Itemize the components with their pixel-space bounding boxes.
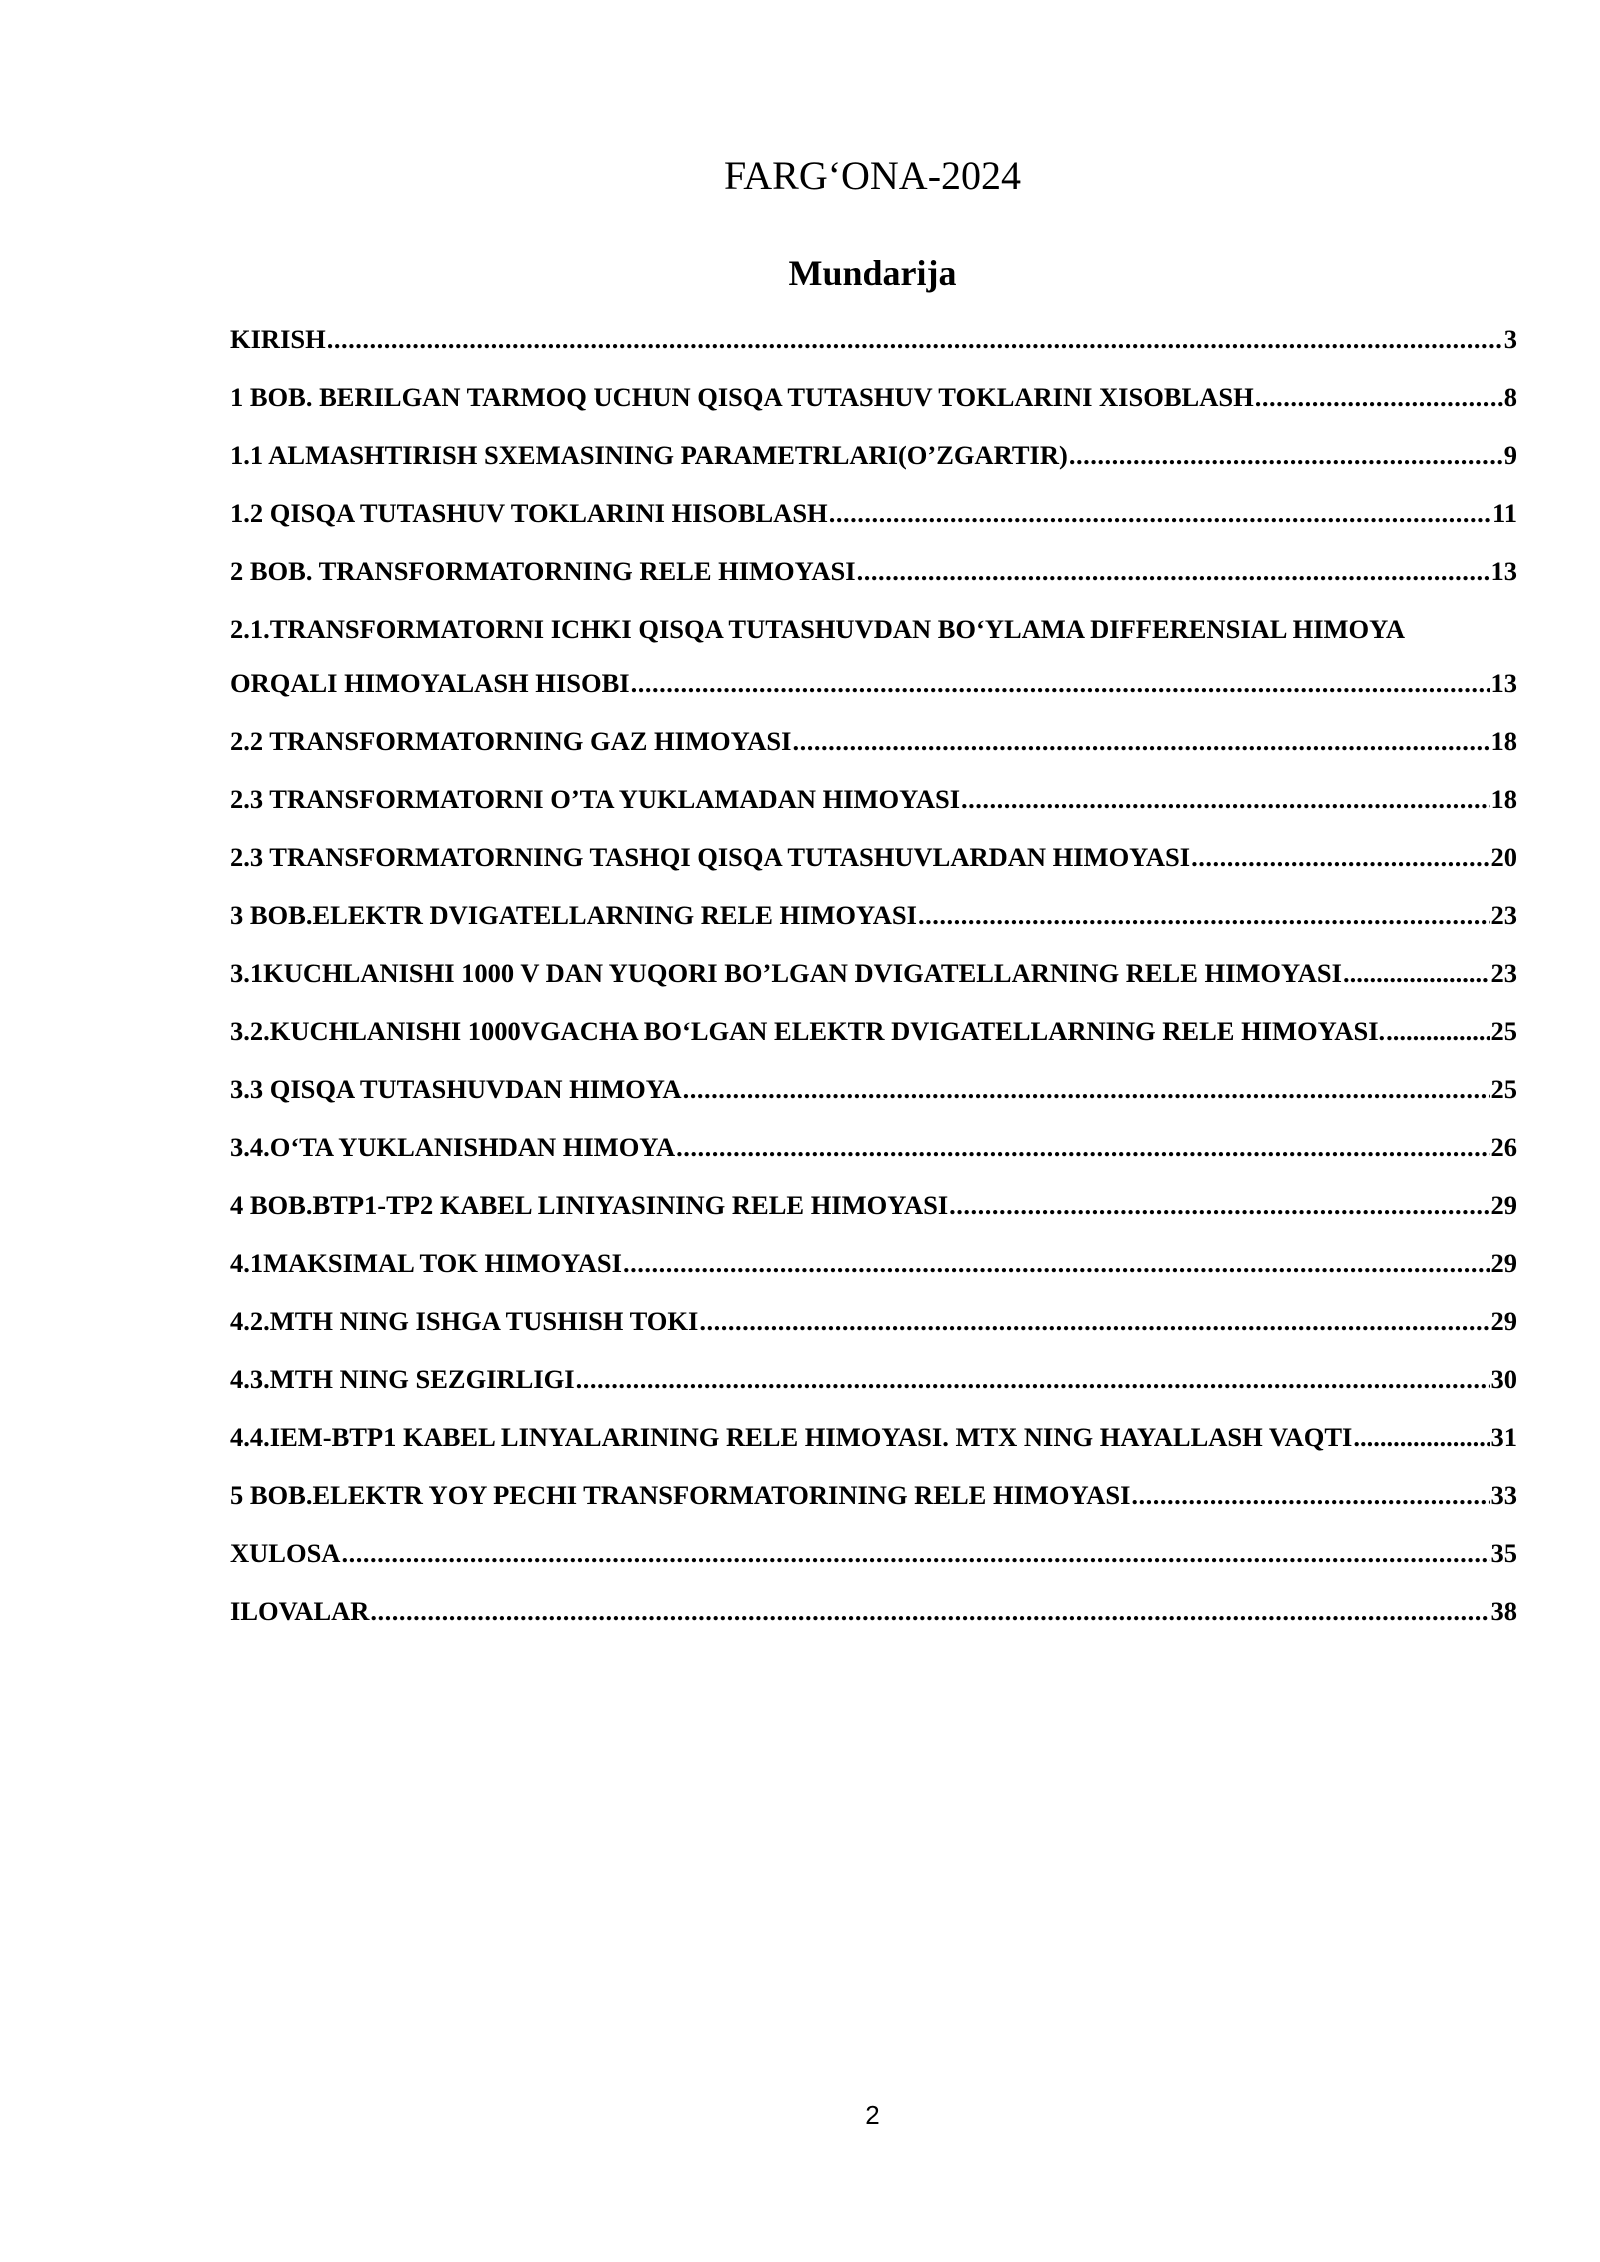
toc-entry-label: 4.2.MTH NING ISHGA TUSHISH TOKI <box>230 1306 699 1336</box>
toc-entry[interactable] <box>230 1070 1517 1128</box>
toc-leader-dots <box>699 1302 1489 1340</box>
toc-leader-dots <box>1353 1418 1489 1456</box>
toc-entry[interactable] <box>230 1418 1517 1476</box>
toc-entry-page: 18 <box>1490 726 1517 756</box>
toc-entry-label: ILOVALAR <box>230 1596 370 1626</box>
toc-entry[interactable] <box>230 722 1517 780</box>
toc-leader-dots <box>918 896 1490 934</box>
toc-entry-label: 4.4.IEM-BTP1 KABEL LINYALARINING RELE HIMOYASI. MTX NING HAYALLASH VAQTI <box>230 1422 1353 1452</box>
toc-leader-dots <box>792 722 1489 760</box>
toc-entry[interactable] <box>230 954 1517 1012</box>
toc-entry[interactable] <box>230 838 1517 896</box>
toc-entry-label: KIRISH <box>230 324 326 354</box>
toc-entry-page: 29 <box>1490 1190 1517 1220</box>
toc-leader-dots <box>576 1360 1490 1398</box>
toc-entry-label: 4 BOB.BTP1-TP2 KABEL LINIYASINING RELE HIMOYASI <box>230 1190 949 1220</box>
toc-entry[interactable] <box>230 320 1517 378</box>
toc-entry-label: 1 BOB. BERILGAN TARMOQ UCHUN QISQA TUTASHUV TOKLARINI XISOBLASH <box>230 382 1254 412</box>
toc-entry-page: 29 <box>1490 1306 1517 1336</box>
toc-entry[interactable] <box>230 1244 1517 1302</box>
toc-entry[interactable] <box>230 436 1517 494</box>
toc-entry-page: 25 <box>1490 1074 1517 1104</box>
toc-leader-dots <box>370 1592 1489 1630</box>
toc-entry-label: 4.3.MTH NING SEZGIRLIGI <box>230 1364 575 1394</box>
toc-entry[interactable] <box>230 1592 1517 1650</box>
toc-entry-label: 3.2.KUCHLANISHI 1000VGACHA BO‘LGAN ELEKTR DVIGATELLARNING RELE HIMOYASI. <box>230 1016 1386 1046</box>
toc-entry[interactable] <box>230 552 1517 610</box>
toc-entry-page: 20 <box>1490 842 1517 872</box>
toc-entry[interactable] <box>230 378 1517 436</box>
toc-entry-page: 9 <box>1503 440 1517 470</box>
city-year-heading: FARG‘ONA-2024 <box>723 153 1022 198</box>
toc-leader-dots <box>341 1534 1489 1572</box>
toc-entry-page: 38 <box>1490 1596 1517 1626</box>
toc-leader-dots <box>1386 1012 1489 1050</box>
toc-entry-label: 1.1 ALMASHTIRISH SXEMASINING PARAMETRLARI(O’ZGARTIR) <box>230 440 1068 470</box>
toc-entry-page: 25 <box>1490 1016 1517 1046</box>
toc-entry-page: 29 <box>1490 1248 1517 1278</box>
toc-entry[interactable] <box>230 1128 1517 1186</box>
toc-entry[interactable] <box>230 1360 1517 1418</box>
toc-title: Mundarija <box>788 253 957 293</box>
toc-entry[interactable] <box>230 1302 1517 1360</box>
toc-entry-label: 3.3 QISQA TUTASHUVDAN HIMOYA <box>230 1074 682 1104</box>
toc-entry[interactable] <box>230 1476 1517 1534</box>
toc-entry[interactable] <box>230 1534 1517 1592</box>
toc-entry-page: 33 <box>1490 1480 1517 1510</box>
toc-entry-page: 13 <box>1490 556 1517 586</box>
toc-entry-label: 2.3 TRANSFORMATORNING TASHQI QISQA TUTASHUVLARDAN HIMOYASI <box>230 842 1191 872</box>
toc-entry-page: 23 <box>1490 900 1517 930</box>
toc-entry-label: 1.2 QISQA TUTASHUV TOKLARINI HISOBLASH <box>230 498 828 528</box>
toc-entry-page: 30 <box>1490 1364 1517 1394</box>
toc-leader-dots <box>829 494 1491 532</box>
toc-entry-page: 31 <box>1490 1422 1517 1452</box>
toc-leader-dots <box>1069 436 1503 474</box>
toc-leader-dots <box>1343 954 1490 992</box>
toc-leader-dots <box>631 664 1490 702</box>
toc-entry-label: 3 BOB.ELEKTR DVIGATELLARNING RELE HIMOYASI <box>230 900 917 930</box>
toc-entry-page: 8 <box>1503 382 1517 412</box>
toc-leader-dots <box>1131 1476 1489 1514</box>
table-of-contents <box>230 320 1517 1650</box>
toc-leader-dots <box>949 1186 1489 1224</box>
toc-leader-dots <box>961 780 1489 818</box>
toc-entry-page: 18 <box>1490 784 1517 814</box>
toc-leader-dots <box>623 1244 1490 1282</box>
toc-leader-dots <box>327 320 1503 358</box>
toc-entry[interactable] <box>230 494 1517 552</box>
toc-entry[interactable] <box>230 1012 1517 1070</box>
toc-entry-page: 13 <box>1490 668 1517 698</box>
toc-entry-page: 26 <box>1490 1132 1517 1162</box>
toc-entry-label-line2: ORQALI HIMOYALASH HISOBI <box>230 668 630 698</box>
toc-entry-label: 2 BOB. TRANSFORMATORNING RELE HIMOYASI <box>230 556 856 586</box>
toc-entry-continuation[interactable] <box>230 664 1517 722</box>
toc-entry-label: 2.2 TRANSFORMATORNING GAZ HIMOYASI <box>230 726 792 756</box>
toc-entry-label: 2.3 TRANSFORMATORNI O’TA YUKLAMADAN HIMOYASI <box>230 784 961 814</box>
toc-entry[interactable] <box>230 780 1517 838</box>
toc-entry[interactable] <box>230 896 1517 954</box>
toc-entry-page: 3 <box>1503 324 1517 354</box>
toc-entry-page: 35 <box>1490 1538 1517 1568</box>
toc-leader-dots <box>1255 378 1503 416</box>
toc-entry-label: 3.1KUCHLANISHI 1000 V DAN YUQORI BO’LGAN DVIGATELLARNING RELE HIMOYASI <box>230 958 1342 988</box>
toc-entry-label: 4.1MAKSIMAL TOK HIMOYASI <box>230 1248 622 1278</box>
toc-entry[interactable] <box>230 1186 1517 1244</box>
toc-entry-label: XULOSA <box>230 1538 341 1568</box>
toc-entry-page: 23 <box>1490 958 1517 988</box>
page-number: 2 <box>865 2100 880 2130</box>
toc-entry-label: 3.4.O‘TA YUKLANISHDAN HIMOYA <box>230 1132 676 1162</box>
toc-leader-dots <box>676 1128 1489 1166</box>
toc-leader-dots <box>1191 838 1489 876</box>
toc-leader-dots <box>857 552 1490 590</box>
toc-entry-label: 5 BOB.ELEKTR YOY PECHI TRANSFORMATORINING RELE HIMOYASI <box>230 1480 1131 1510</box>
toc-entry-multiline[interactable] <box>230 610 1517 664</box>
toc-leader-dots <box>683 1070 1490 1108</box>
toc-entry-label-line1: 2.1.TRANSFORMATORNI ICHKI QISQA TUTASHUVDAN BO‘YLAMA DIFFERENSIAL HIMOYA <box>230 614 1405 644</box>
toc-entry-page: 11 <box>1491 498 1517 528</box>
